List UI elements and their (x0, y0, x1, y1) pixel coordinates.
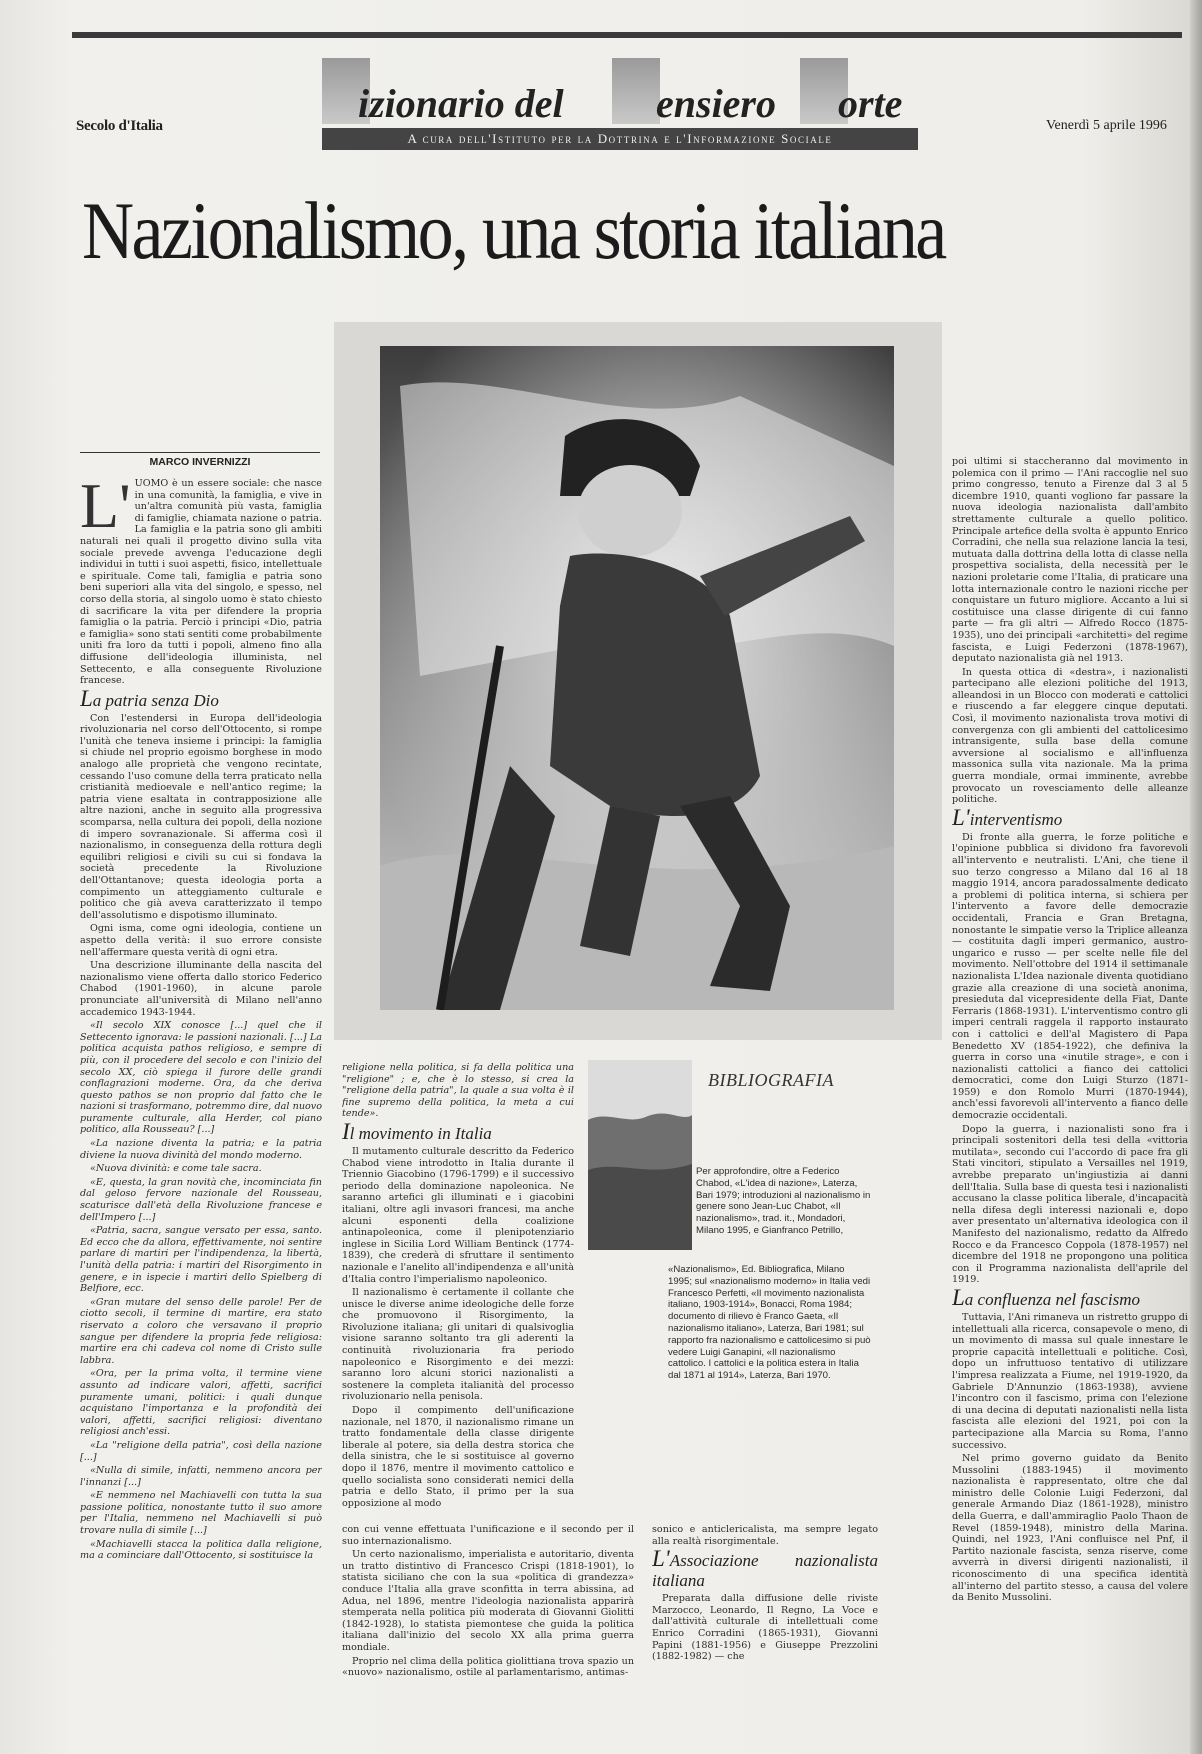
paragraph: Proprio nel clima della politica giolittiana trova spazio un «nuovo» nazionalismo, ostile al parlamentarismo, antimas- (342, 1655, 634, 1679)
paragraph: con cui venne effettuata l'unificazione e il secondo per il suo internazionalismo. (342, 1524, 634, 1547)
masthead-word-2: ensiero (656, 81, 776, 126)
paragraph: Dopo il compimento dell'unificazione nazionale, nel 1870, il nazionalismo rimane un tratto fondamentale della classe dirigente liberale al potere, sia della destra storica che della sinistra, che le si sostituisce al governo dopo il 1876, mentre il movimento cattolico e quello socialista sono considerati nemici della patria e dello Stato, il primo per la sua opposizione al modo (342, 1405, 574, 1509)
quote-paragraph: «La "religione della patria", così della nazione [...] (80, 1439, 322, 1463)
paragraph: poi ultimi si staccheranno dal movimento in polemica con il primo — l'Ani raccoglie nel suo primo congresso, tenuto a Firenze dal 3 al 5 dicembre 1910, quanti vogliono far passare la nuova ideologia nazionalista dall'ambito strettamente culturale a quello politico. Principale artefice della svolta è appunto Enrico Corradini, che nella sua relazione lancia la tesi, mutuata dalla dottrina della lotta di classe nella prospettiva socialista, della necessità per le nazioni proletarie come l'Italia, di praticare una lotta internazionale contro le nazioni ricche per conquistare un futuro migliore. Accanto a lui si costituisce una classe dirigente di cui fanno parte — fra gli altri — Alfredo Rocco (1875-1935), uno dei principali «architetti» del regime fascista, e Luigi Federzoni (1878-1967), deputato nazionalista già nel 1913. (952, 456, 1188, 665)
paragraph: Il mutamento culturale descritto da Federico Chabod viene introdotto in Italia durante il Triennio Giacobino (1796-1799) e il successivo periodo della dominazione napoleonica. Ne saranno artefici gli illuminati e i giacobini italiani, oltre agli invasori francesi, ma anche alcuni esponenti della coalizione antinapoleonica, come il plenipotenziario inglese in Sicilia Lord William Bentinck (1774-1839), che crederà di sfruttare il sentimento nazionale e l'anelito all'indipendenza e all'unità d'Italia contro l'imperialismo napoleonico. (342, 1145, 574, 1285)
quote-paragraph: «E, questa, la gran novità che, incominciata fin dal geloso fervore nazionale del Rousseau, scaturisce dall'età della Rivoluzione francese e dell'Impero [...] (80, 1176, 322, 1223)
paragraph: Preparata dalla diffusione delle riviste Marzocco, Leonardo, Il Regno, La Voce e dall'attività culturale di intellettuali come Enrico Corradini (1865-1931), Giovanni Papini (1881-1956) e Giuseppe Prezzolini (1882-1982) — che (652, 1593, 878, 1663)
quote-paragraph: «La nazione diventa la patria; e la patria diviene la nuova divinità del mondo moderno. (80, 1138, 322, 1161)
paragraph: Un certo nazionalismo, imperialista e autoritario, diventa un tratto distintivo di Francesco Crispi (1818-1901), lo statista siciliano che con la sua «politica di grandezza» conduce l'Italia alla grave sconfitta in terra abissina, ad Adua, nel 1896, mentre l'ideologia nazionalista apparirà stemperata nella politica più moderata di Giovanni Giolitti (1842-1928), lo statista piemontese che guida la politica italiana dall'inizio del secolo XX alla prima guerra mondiale. (342, 1549, 634, 1653)
soldier-illustration (380, 346, 894, 1010)
subhead-interventismo: L'interventismo (952, 804, 1063, 830)
subhead-patria-senza-dio: La patria senza Dio (80, 685, 219, 711)
paragraph: Di fronte alla guerra, le forze politiche e l'opinione pubblica si dividono fra favorevoli all'intervento e neutralisti. L'Ani, che tiene il suo terzo congresso a Milano dal 16 al 18 maggio 1914, ancora paradossalmente dedicato a problemi di politica interna, si schiera per l'intervento a favore delle democrazie occidentali, Francia e Gran Bretagna, nonostante le simpatie verso la Triplice alleanza — costituita dagli imperi germanico, austro-ungarico e russo — per scelte nelle file del movimento. Nell'ottobre del 1914 il settimanale nazionalista L'Idea nazionale diventa quotidiano grazie alla creazione di una società anonima, presieduta dal vicepresidente della Fiat, Dante Ferraris (1868-1931). L'interventismo contro gli imperi centrali raggela il rapporto instaurato con i cattolici e dell'al Magistero di Papa Benedetto XV (1854-1922), che definiva la guerra in corso una «inutile strage», e con i nazionalisti cattolici a fianco dei cattolici democratici, come don Luigi Sturzo (1871-1959) e don Romolo Murri (1870-1944), anch'essi favorevoli all'intervento a fianco delle democrazie occidentali. (952, 831, 1188, 1122)
masthead-letter-p (612, 58, 660, 124)
article-column-4 (952, 456, 1188, 1754)
bibliography-title: BIBLIOGRAFIA (708, 1070, 834, 1090)
masthead-subtitle: A cura dell'Istituto per la Dottrina e l'Informazione Sociale (322, 128, 918, 150)
top-rule (72, 32, 1182, 38)
drop-cap: L' (80, 478, 131, 541)
paragraph: Dopo la guerra, i nazionalisti sono fra i principali sostenitori della tesi della «vittoria mutilata», secondo cui l'accordo di pace fra gli Stati vincitori, stipulato a Versailles nel 1919, avrebbe preparato un'ingiustizia ai danni dell'Italia. Sulla base di questa tesi i nazionalisti accusano la classe politica liberale, d'incapacità nella difesa degli interessi nazionali e, dopo aver presentato un'alternativa ideologica con il Manifesto del nazionalismo, redatto da Alfredo Rocco e da Francesco Coppola (1878-1957) nel dicembre del 1918 ne propongono una politica con il Programma nazionalista dell'aprile del 1919. (952, 1123, 1188, 1286)
subhead-associazione-nazionalista: L'Associazione nazionalista italiana (652, 1546, 878, 1591)
lead-text: UOMO è un essere sociale: che nasce in una comunità, la famiglia, e vive in un'altra comunità più vasta, famiglia di famiglie, chiamata nazione o patria. La famiglia e la patria sono gli ambiti naturali nei quali il progetto divino sulla vita sociale prevede avvenga l'educazione degli individui in tutti i suoi aspetti, fisico, intellettuale e spirituale. Come tali, famiglia e patria sono beni superiori alla vita del singolo, e spesso, nel corso della storia, al singolo uomo è stato chiesto di sacrificare la vita per difendere la propria famiglia o la patria. Perciò i principi «Dio, patria e famiglia» sono stati sentiti come probabilmente uniti fra loro da tutti i popoli, almeno fino alla diffusione dell'ideologia illuminista, nel Settecento, e alla conseguente Rivoluzione francese. (80, 478, 322, 687)
article-column-3 (652, 1524, 878, 1754)
quote-paragraph: «Nuova divinità: e come tale sacra. (90, 1163, 262, 1175)
paragraph: Nel primo governo guidato da Benito Mussolini (1883-1945) il movimento nazionalista è rappresentato, oltre che dal ministro delle Colonie Luigi Federzoni, dal generale Armando Diaz (1861-1928), ministro della Guerra, e dall'ammiraglio Paolo Thaon de Revel (1859-1948), ministro della Marina. Quindi, nel 1923, l'Ani confluisce nel Pnf, il Partito nazionale fascista, senza riserve, come avverrà in diversi dirigenti nazionalisti, il riconoscimento di una specifica identità all'interno del partito stesso, a causa del volere da Benito Mussolini. (952, 1453, 1188, 1604)
publication-name: Secolo d'Italia (76, 118, 163, 134)
quote-paragraph: «Gran mutare del senso delle parole! Per de ciotto secoli, il termine di martire, era stato riservato a coloro che versavano il proprio sangue per difendere la propria fede religiosa: martire era chi cadeva col nome di Cristo sulle labbra. (80, 1296, 322, 1366)
issue-date: Venerdì 5 aprile 1996 (1046, 118, 1167, 133)
masthead (322, 56, 918, 152)
quote-paragraph: «Ora, per la prima volta, il termine viene assunto ad indicare valori, affetti, sacrifici puramente umani, politici: i quali dunque acquistano l'importanza e la profondità dei valori, affetti, sacrifici religiosi: diventano religiosi anch'essi. (80, 1368, 322, 1438)
quote-paragraph: «E nemmeno nel Machiavelli con tutta la sua passione politica, nonostante tutto il suo amore per l'Italia, nemmeno nel Machiavelli si può trovare nulla di simile [...] (80, 1490, 322, 1537)
article-column-1 (80, 478, 322, 1754)
bibliography-text-2: «Nazionalismo», Ed. Bibliografica, Milano 1995; sul «nazionalismo moderno» in Italia vedi Francesco Perfetti, «Il movimento nazionalista italiano, 1903-1914», Bonacci, Roma 1984; documento di rilievo è Franco Gaeta, «Il nazionalismo italiano», Laterza, Bari 1981; sul rapporto fra nazionalismo e cattolicesimo si può vedere Luigi Ganapini, «Il nazionalismo cattolico. I cattolici e la politica estera in Italia dal 1871 al 1914», Laterza, Bari 1970. (668, 1264, 871, 1382)
paragraph: Una descrizione illuminante della nascita del nazionalismo viene offerta dallo storico Federico Chabod (1901-1960), in alcune parole pronunciate all'università di Milano nell'anno accademico 1943-1944. (80, 960, 322, 1018)
paragraph: Tuttavia, l'Ani rimaneva un ristretto gruppo di intellettuali alla ricerca, consapevole o meno, di un movimento di massa sul quale innestare le proprie capacità intellettuali e politiche. Così, dopo un infruttuoso tentativo di utilizzare l'impresa realizzata a Fiume, nel 1919-1920, da Gabriele D'Annunzio (1863-1938), avviene l'incontro con il fascismo, prima con l'elezione di una decina di deputati nazionalisti nella lista fascista alle elezioni del 1921, poi con la partecipazione alla Marcia su Roma, l'anno successivo. (952, 1311, 1188, 1451)
masthead-word-3: orte (838, 81, 903, 126)
headline: Nazionalismo, una storia italiana (82, 185, 945, 276)
masthead-word-1: izionario del (358, 81, 564, 126)
lead-paragraph (80, 478, 322, 687)
quote-paragraph: «Machiavelli stacca la politica dalla religione, ma a cominciare dall'Ottocento, si sostituisce la (80, 1538, 322, 1562)
masthead-title (322, 56, 918, 126)
quote-paragraph: «Patria, sacra, sangue versato per essa, santo. Ed ecco che da allora, effettivamente, noi sentire parlare di martiri per l'indipendenza, la libertà, l'unità della patria: i martiri del Risorgimento in genere, e in ispecie i martiri dello Spielberg di Belfiore, ecc. (80, 1225, 322, 1295)
quote-paragraph: «Il secolo XIX conosce [...] quel che il Settecento ignorava: le passioni nazionali. [...] La politica acquista pathos religioso, e sempre di più, con il procedere del secolo e con l'inizio del secolo XX, ciò spiega il furore delle grandi conflagrazioni moderne. Ora, da che deriva questo pathos se non proprio dal fatto che le nazioni si trasformano, potremmo dire, dal nuovo puramente culturale, alla Herder, col piano politico, alla Rousseau? [...] (80, 1020, 322, 1136)
quote-paragraph: «Nulla di simile, infatti, nemmeno ancora per l'innanzi [...] (80, 1465, 322, 1488)
byline: MARCO INVERNIZZI (80, 452, 320, 468)
paragraph: Con l'estendersi in Europa dell'ideologia rivoluzionaria nel corso dell'Ottocento, si rompe l'unità che teneva insieme i principi: la famiglia si chiude nel proprio egoismo borghese in modo analogo alle proprietà che vengono recintate, cessando l'uso comune della terra praticato nella cristianità medioevale e nell'antico regime; la patria viene esaltata in contrapposizione alle altre nazioni, anche in seguito alla progressiva scomparsa, nella cultura dei popoli, della nozione di impero sovranazionale. Si afferma così il nazionalismo, in conseguenza della rottura degli equilibri religiosi e civili su cui si fondava la società precedente la Rivoluzione dell'Ottantanove; questa ideologia porta a compimento un atteggiamento culturale e politico che già aveva caratterizzato il tempo dell'assolutismo e dispotismo illuminato. (80, 712, 322, 921)
article-column-2 (342, 1062, 574, 1522)
crowd-photo (588, 1060, 692, 1250)
subhead-confluenza-fascismo: La confluenza nel fascismo (952, 1284, 1140, 1310)
paragraph: In questa ottica di «destra», i nazionalisti partecipano alle elezioni politiche del 1913, alleandosi in un Blocco con moderati e cattolici e riuscendo a far eleggere cinque deputati. Così, il movimento nazionalista trova motivi di convergenza con gli ambienti del cattolicesimo intransigente, sulla base della comune avversione al socialismo e all'influenza massonica sulla vita nazionale. Ma la prima guerra mondiale, ormai imminente, avrebbe provocato un rovesciamento delle alleanze politiche. (952, 666, 1188, 806)
paragraph: sonico e anticlericalista, ma sempre legato alla realtà risorgimentale. (652, 1524, 878, 1547)
bibliography-box (588, 1056, 873, 1382)
bibliography-text-1: Per approfondire, oltre a Federico Chabod, «L'idea di nazione», Laterza, Bari 1979; introduzioni al nazionalismo in genere sono Jean-Luc Chabot, «Il nazionalismo», trad. it., Mondadori, Milano 1995, e Gianfranco Petrillo, (696, 1166, 871, 1236)
article-column-2-bottom (342, 1524, 634, 1754)
quote-paragraph: religione nella politica, si fa della politica una "religione" ; e, che è lo stesso, si crea la "religione della patria", la quale a sua volta è il fine supremo della politica, la meta a cui tende». (342, 1062, 574, 1120)
paragraph: Ogni isma, come ogni ideologia, contiene un aspetto della verità: il suo errore consiste nell'affermare questa verità di ogni etra. (80, 923, 322, 958)
paragraph: Il nazionalismo è certamente il collante che unisce le diverse anime ideologiche delle forze che promuovono il Risorgimento, la Rivoluzione italiana; gli unitari di qualsivoglia visione saranno soltanto tra gli aderenti la continuità rivoluzionaria fra periodo napoleonico e Risorgimento e dei mezzi: saranno loro alcuni storici nazionalisti a sostenere la completa italianità del processo rivoluzionario nella penisola. (342, 1287, 574, 1403)
page-edge-shadow (1190, 0, 1202, 1754)
subhead-movimento-in-italia: Il movimento in Italia (342, 1118, 492, 1144)
